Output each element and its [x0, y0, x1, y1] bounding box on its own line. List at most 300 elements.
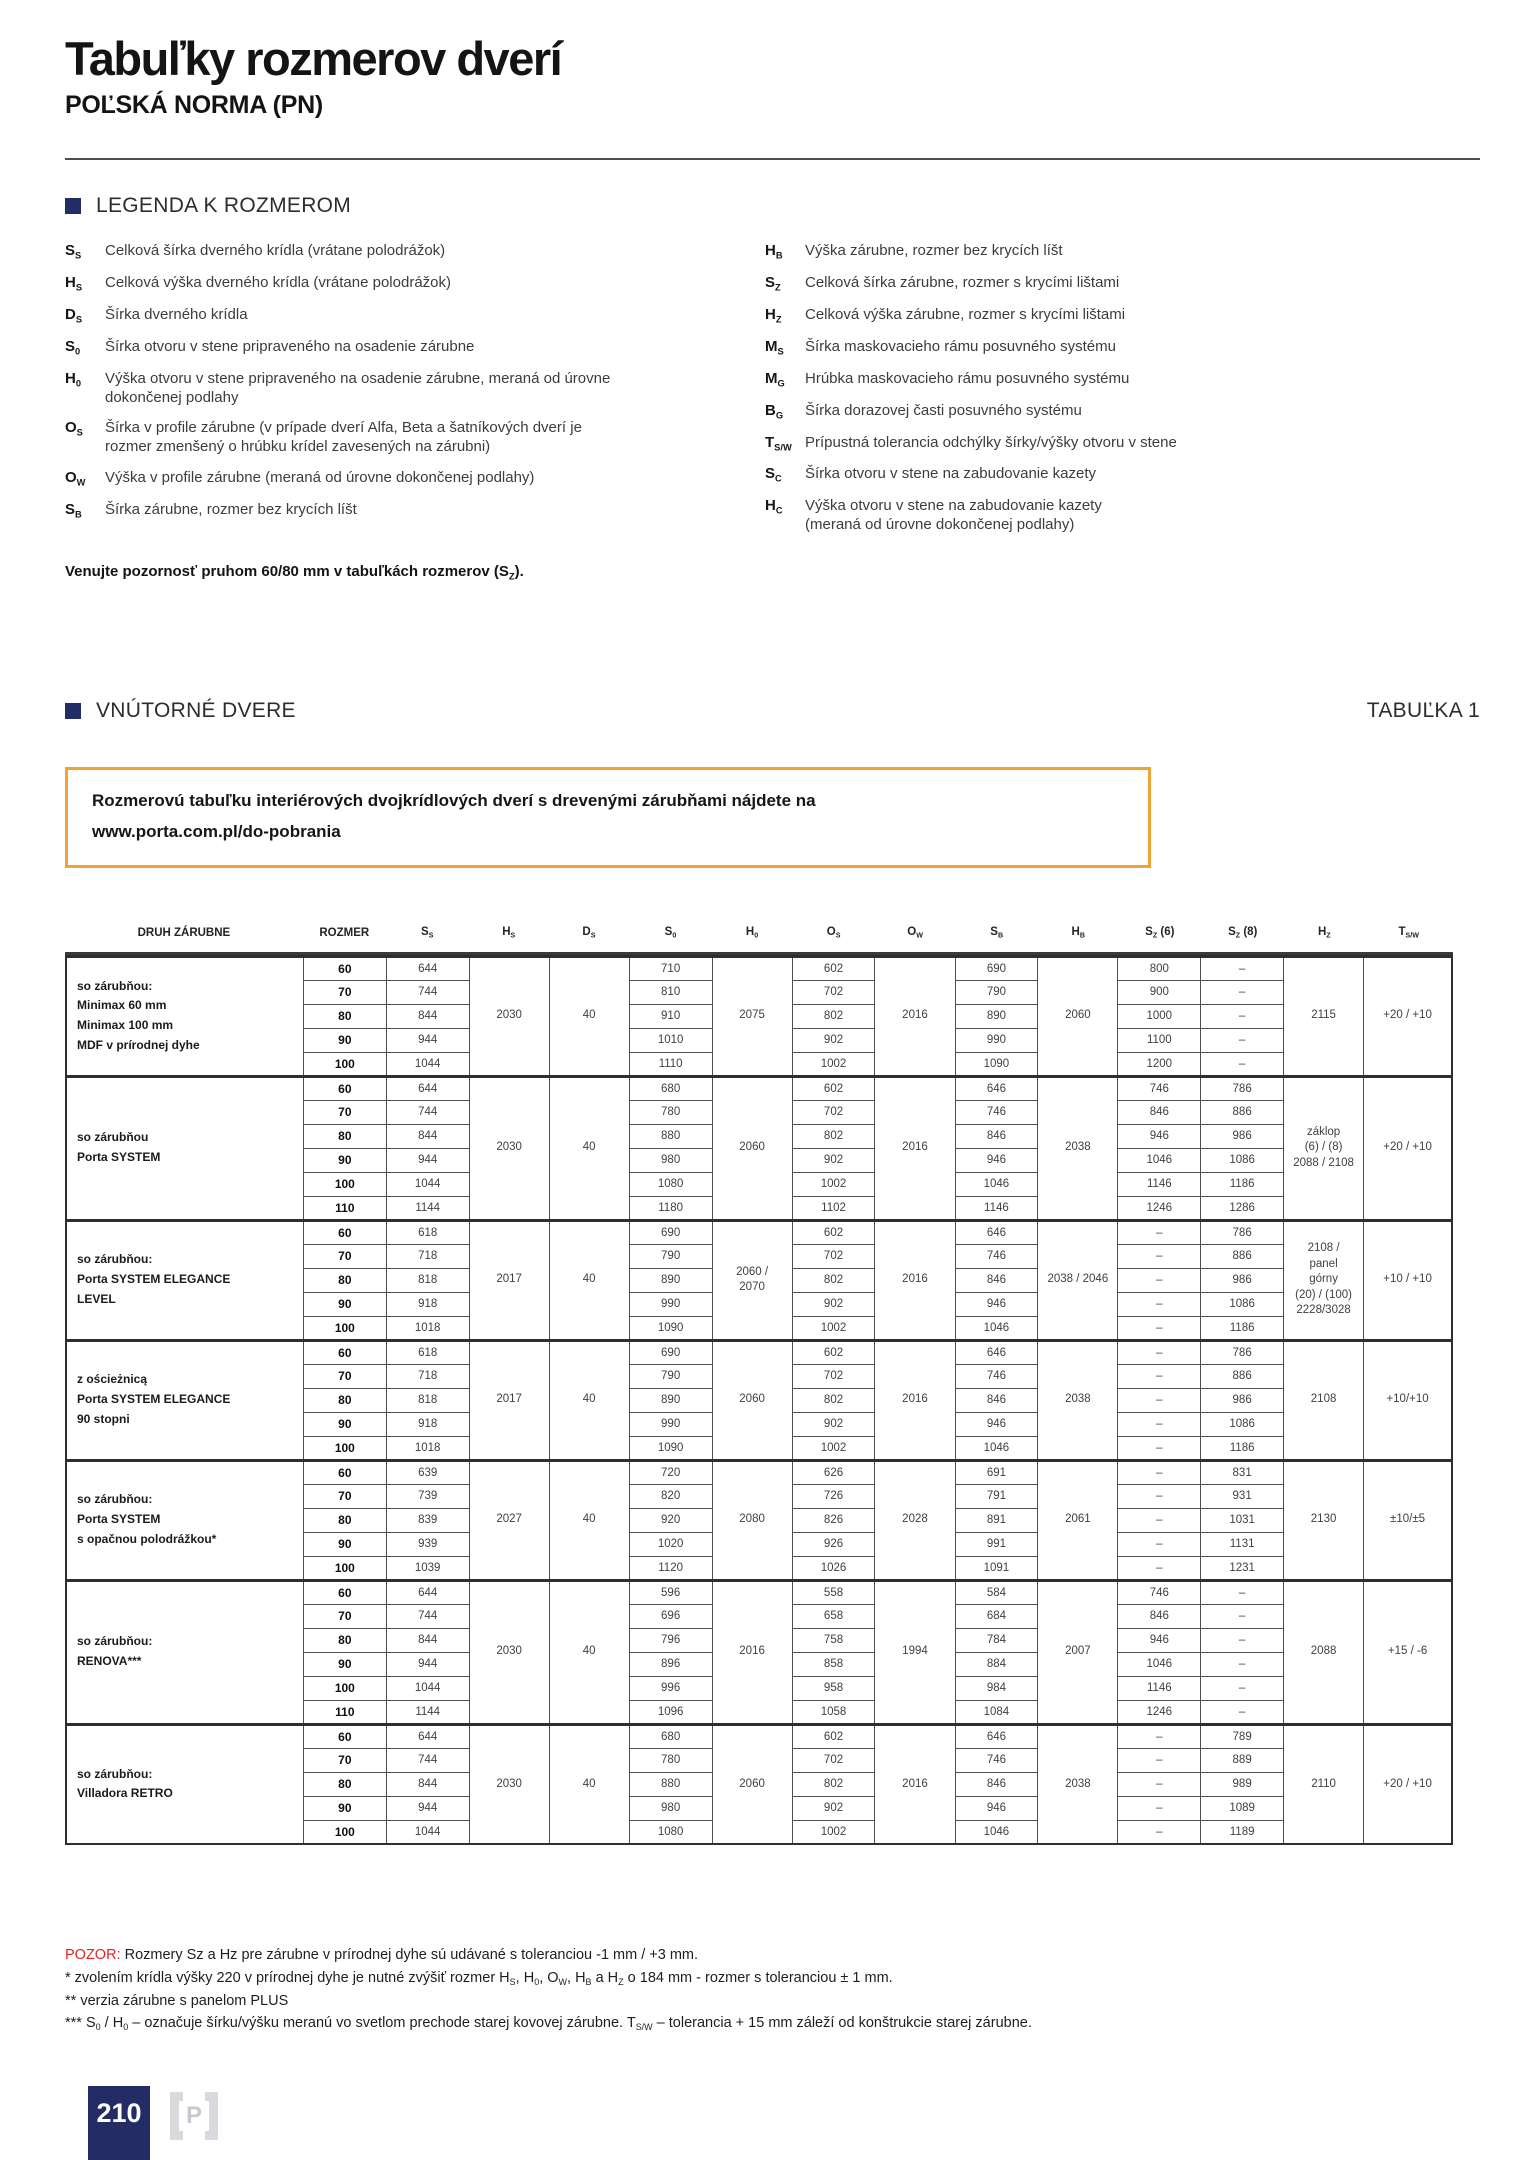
cell-ds: 40 [549, 1340, 629, 1460]
cell-sz6: 1046 [1118, 1148, 1201, 1172]
cell-ss: 944 [386, 1028, 469, 1052]
legend-item-left-5 [65, 419, 765, 457]
column-header: $H_S$ [469, 916, 549, 953]
legend-symbol: $S_C$ [765, 465, 782, 484]
cell-sz8: 1086 [1201, 1292, 1284, 1316]
cell-hb: 2038 / 2046 [1038, 1220, 1118, 1340]
cell-ss: 844 [386, 1004, 469, 1028]
frame-group-3 [66, 1340, 1452, 1460]
cell-ss: 618 [386, 1340, 469, 1364]
cell-sb: 690 [955, 956, 1038, 980]
cell-sb: 846 [955, 1388, 1038, 1412]
cell-os: 802 [792, 1124, 875, 1148]
table-row [66, 956, 1452, 980]
cell-os: 1026 [792, 1556, 875, 1580]
cell-h0: 2060 [712, 1340, 792, 1460]
section-heading [65, 699, 296, 723]
cell-sz8: – [1201, 1004, 1284, 1028]
cell-sb: 891 [955, 1508, 1038, 1532]
cell-os: 702 [792, 980, 875, 1004]
cell-sb: 746 [955, 1244, 1038, 1268]
cell-s0: 990 [629, 1412, 712, 1436]
cell-t: +15 / -6 [1364, 1580, 1452, 1724]
cell-ss: 644 [386, 1580, 469, 1604]
cell-sb: 890 [955, 1004, 1038, 1028]
cell-sz6: 846 [1118, 1100, 1201, 1124]
cell-sz6: – [1118, 1268, 1201, 1292]
cell-rozmer: 90 [303, 1028, 386, 1052]
cell-sz6: – [1118, 1556, 1201, 1580]
cell-sz8: – [1201, 1580, 1284, 1604]
legend-text: Celková šírka zárubne, rozmer s krycími lištami [805, 274, 1120, 292]
cell-sb: 784 [955, 1628, 1038, 1652]
table-header-row [65, 916, 1453, 953]
cell-s0: 796 [629, 1628, 712, 1652]
cell-sb: 791 [955, 1484, 1038, 1508]
legend-item-right-5 [765, 402, 1480, 422]
legend-item-left-7 [65, 501, 765, 521]
cell-sz6: 1000 [1118, 1004, 1201, 1028]
group-label: so zárubňou: Minimax 60 mm Minimax 100 mm MDF v prírodnej dyhe [66, 956, 303, 1076]
cell-sb: 991 [955, 1532, 1038, 1556]
cell-hb: 2038 [1038, 1724, 1118, 1844]
cell-sz8: 789 [1201, 1724, 1284, 1748]
legend-symbol: $O_S$ [65, 419, 83, 438]
legend-item-left-6 [65, 469, 765, 489]
cell-rozmer: 70 [303, 1748, 386, 1772]
cell-os: 1002 [792, 1820, 875, 1844]
legend-text: Celková výška dverného krídla (vrátane polodrážok) [105, 274, 452, 292]
legend-symbol: $S_B$ [65, 500, 82, 519]
cell-t: +10/+10 [1364, 1340, 1452, 1460]
section-heading-text: VNÚTORNÉ DVERE [96, 698, 296, 722]
cell-ss: 918 [386, 1292, 469, 1316]
cell-ss: 1018 [386, 1436, 469, 1460]
legend-text: Výška v profile zárubne (meraná od úrovne dokončenej podlahy) [105, 468, 535, 486]
legend-symbol: $D_S$ [65, 306, 83, 325]
cell-sb: 846 [955, 1268, 1038, 1292]
cell-sb: 1046 [955, 1436, 1038, 1460]
legend-symbol: $H_B$ [765, 242, 783, 261]
column-header: $H_B$ [1038, 916, 1118, 953]
group-label: so zárubňou Porta SYSTEM [66, 1076, 303, 1220]
cell-sz8: 786 [1201, 1076, 1284, 1100]
cell-s0: 710 [629, 956, 712, 980]
pozor-text: Rozmery Sz a Hz pre zárubne v prírodnej dyhe sú udávané s toleranciou -1 mm / +3 mm. [120, 1947, 699, 1964]
frame-group-4 [66, 1460, 1452, 1580]
cell-sz6: 1146 [1118, 1172, 1201, 1196]
cell-sz8: – [1201, 956, 1284, 980]
cell-sz6: 1100 [1118, 1028, 1201, 1052]
footnote-0: * zvolením krídla výšky 220 v prírodnej dyhe je nutné zvýšiť rozmer $H_S$, $H_0$, $O_W$, $H_B$ a $H_Z$ o 184 mm - rozmer s toleranciou ± 1 mm. [65, 1969, 893, 1988]
cell-rozmer: 70 [303, 980, 386, 1004]
cell-s0: 1080 [629, 1820, 712, 1844]
legend-symbol: $B_G$ [765, 401, 784, 420]
cell-sz8: – [1201, 1604, 1284, 1628]
cell-rozmer: 80 [303, 1004, 386, 1028]
footnote-1: ** verzia zárubne s panelom PLUS [65, 1992, 289, 2009]
cell-os: 902 [792, 1148, 875, 1172]
cell-os: 558 [792, 1580, 875, 1604]
cell-ow: 1994 [875, 1580, 955, 1724]
legend-text: Výška otvoru v stene pripraveného na osadenie zárubne, meraná od úrovne dokončenej podlahy [105, 369, 611, 406]
cell-rozmer: 80 [303, 1124, 386, 1148]
cell-ss: 1044 [386, 1052, 469, 1076]
cell-sz6: – [1118, 1508, 1201, 1532]
cell-sz6: – [1118, 1772, 1201, 1796]
cell-sb: 1146 [955, 1196, 1038, 1220]
cell-ds: 40 [549, 1460, 629, 1580]
cell-sz6: 1246 [1118, 1700, 1201, 1724]
legend-symbol: $H_S$ [65, 274, 83, 293]
cell-sb: 584 [955, 1580, 1038, 1604]
info-box-link[interactable]: www.porta.com.pl/do-pobrania [92, 821, 341, 841]
legend-text: Prípustná tolerancia odchýlky šírky/výšky otvoru v stene [805, 433, 1177, 451]
legend-symbol: $T_{S/W}$ [765, 433, 792, 452]
cell-sz6: 1046 [1118, 1652, 1201, 1676]
cell-s0: 996 [629, 1676, 712, 1700]
cell-sb: 984 [955, 1676, 1038, 1700]
cell-sz8: 1089 [1201, 1796, 1284, 1820]
section-bullet-icon [65, 198, 81, 214]
legend-text: Šírka zárubne, rozmer bez krycích líšt [105, 500, 357, 518]
cell-ss: 718 [386, 1244, 469, 1268]
cell-sz8: 1131 [1201, 1532, 1284, 1556]
cell-sz6: 746 [1118, 1076, 1201, 1100]
cell-os: 1002 [792, 1436, 875, 1460]
cell-sz6: – [1118, 1316, 1201, 1340]
cell-t: +20 / +10 [1364, 956, 1452, 1076]
cell-sz6: – [1118, 1364, 1201, 1388]
cell-rozmer: 90 [303, 1532, 386, 1556]
legend-columns [65, 242, 1480, 546]
cell-ss: 644 [386, 956, 469, 980]
cell-sz8: – [1201, 1700, 1284, 1724]
group-label: so zárubňou: Porta SYSTEM ELEGANCE LEVEL [66, 1220, 303, 1340]
cell-ss: 818 [386, 1388, 469, 1412]
cell-ss: 1044 [386, 1676, 469, 1700]
cell-ow: 2016 [875, 1076, 955, 1220]
cell-ss: 744 [386, 1100, 469, 1124]
cell-sb: 884 [955, 1652, 1038, 1676]
cell-sz8: 1086 [1201, 1412, 1284, 1436]
legend-col-left [65, 242, 765, 546]
cell-rozmer: 100 [303, 1556, 386, 1580]
cell-rozmer: 90 [303, 1292, 386, 1316]
table-number-label: TABUĽKA 1 [1366, 698, 1480, 722]
cell-sz6: – [1118, 1724, 1201, 1748]
cell-s0: 680 [629, 1076, 712, 1100]
pozor-note [65, 1945, 1480, 1967]
cell-s0: 1020 [629, 1532, 712, 1556]
cell-sb: 1091 [955, 1556, 1038, 1580]
cell-rozmer: 80 [303, 1268, 386, 1292]
info-box-text: Rozmerovú tabuľku interiérových dvojkrídlových dverí s drevenými zárubňami nájdete na [92, 790, 816, 810]
cell-ss: 718 [386, 1364, 469, 1388]
cell-sz8: 986 [1201, 1124, 1284, 1148]
cell-h0: 2060 [712, 1724, 792, 1844]
cell-os: 602 [792, 1076, 875, 1100]
cell-ss: 744 [386, 980, 469, 1004]
cell-sz8: 931 [1201, 1484, 1284, 1508]
cell-sz8: 786 [1201, 1220, 1284, 1244]
cell-s0: 696 [629, 1604, 712, 1628]
legend-symbol: $S_S$ [65, 242, 82, 261]
cell-sb: 946 [955, 1292, 1038, 1316]
legend-symbol: $S_0$ [65, 337, 81, 357]
legend-item-left-2 [65, 306, 765, 326]
legend-item-right-0 [765, 242, 1480, 262]
cell-hs: 2017 [469, 1340, 549, 1460]
cell-os: 1102 [792, 1196, 875, 1220]
cell-sz8: – [1201, 1628, 1284, 1652]
legend-text: Šírka maskovacieho rámu posuvného systému [805, 337, 1116, 355]
cell-os: 902 [792, 1028, 875, 1052]
cell-os: 902 [792, 1412, 875, 1436]
cell-sz6: 846 [1118, 1604, 1201, 1628]
cell-sb: 1090 [955, 1052, 1038, 1076]
cell-ss: 944 [386, 1652, 469, 1676]
cell-ss: 644 [386, 1724, 469, 1748]
cell-os: 758 [792, 1628, 875, 1652]
cell-h0: 2080 [712, 1460, 792, 1580]
legend-item-left-4 [65, 370, 765, 408]
cell-sb: 691 [955, 1460, 1038, 1484]
cell-os: 702 [792, 1244, 875, 1268]
dimensions-table [65, 955, 1453, 1846]
cell-h0: 2016 [712, 1580, 792, 1724]
cell-os: 602 [792, 1340, 875, 1364]
cell-sz8: – [1201, 1052, 1284, 1076]
cell-sz6: – [1118, 1820, 1201, 1844]
group-label: z ościeżnicą Porta SYSTEM ELEGANCE 90 stopni [66, 1340, 303, 1460]
cell-rozmer: 80 [303, 1388, 386, 1412]
cell-rozmer: 70 [303, 1604, 386, 1628]
cell-sz6: – [1118, 1748, 1201, 1772]
cell-sb: 790 [955, 980, 1038, 1004]
cell-hb: 2038 [1038, 1340, 1118, 1460]
page-footer [88, 2086, 218, 2160]
cell-os: 802 [792, 1388, 875, 1412]
cell-ow: 2028 [875, 1460, 955, 1580]
cell-sz6: – [1118, 1244, 1201, 1268]
column-header: $S_Z$ (8) [1201, 916, 1284, 953]
column-header: $D_S$ [549, 916, 629, 953]
column-header: $S_0$ [629, 916, 712, 953]
cell-sb: 990 [955, 1028, 1038, 1052]
group-label: so zárubňou: Villadora RETRO [66, 1724, 303, 1844]
cell-hb: 2038 [1038, 1076, 1118, 1220]
cell-os: 826 [792, 1508, 875, 1532]
cell-s0: 890 [629, 1388, 712, 1412]
cell-rozmer: 60 [303, 956, 386, 980]
cell-sb: 646 [955, 1076, 1038, 1100]
cell-ss: 944 [386, 1796, 469, 1820]
cell-os: 902 [792, 1292, 875, 1316]
column-header: DRUH ZÁRUBNE [65, 916, 303, 953]
cell-s0: 690 [629, 1220, 712, 1244]
cell-sb: 746 [955, 1100, 1038, 1124]
cell-sz8: 886 [1201, 1100, 1284, 1124]
cell-s0: 780 [629, 1100, 712, 1124]
cell-ss: 1044 [386, 1172, 469, 1196]
cell-hz: 2088 [1284, 1580, 1364, 1724]
cell-sb: 946 [955, 1148, 1038, 1172]
cell-sb: 646 [955, 1220, 1038, 1244]
cell-s0: 990 [629, 1292, 712, 1316]
cell-sb: 684 [955, 1604, 1038, 1628]
cell-hb: 2061 [1038, 1460, 1118, 1580]
cell-rozmer: 110 [303, 1196, 386, 1220]
cell-ss: 944 [386, 1148, 469, 1172]
table-row [66, 1340, 1452, 1364]
legend-item-right-1 [765, 274, 1480, 294]
cell-sz8: 1186 [1201, 1316, 1284, 1340]
cell-sb: 846 [955, 1772, 1038, 1796]
column-header: $O_W$ [875, 916, 955, 953]
cell-sb: 1046 [955, 1820, 1038, 1844]
cell-rozmer: 100 [303, 1172, 386, 1196]
cell-sz6: 1200 [1118, 1052, 1201, 1076]
cell-rozmer: 110 [303, 1700, 386, 1724]
legend-item-left-0 [65, 242, 765, 262]
column-header: $S_S$ [386, 916, 469, 953]
cell-ss: 1144 [386, 1700, 469, 1724]
cell-hz: záklop (6) / (8) 2088 / 2108 [1284, 1076, 1364, 1220]
dimensions-table-header [65, 916, 1453, 954]
legend-text: Šírka dorazovej časti posuvného systému [805, 401, 1082, 419]
cell-sz8: 886 [1201, 1364, 1284, 1388]
cell-ss: 639 [386, 1460, 469, 1484]
cell-ss: 644 [386, 1076, 469, 1100]
cell-s0: 890 [629, 1268, 712, 1292]
legend-item-right-6 [765, 434, 1480, 454]
column-header: $H_0$ [712, 916, 792, 953]
cell-sz8: 986 [1201, 1388, 1284, 1412]
cell-os: 658 [792, 1604, 875, 1628]
page-subtitle: POĽSKÁ NORMA (PN) [65, 91, 323, 120]
cell-s0: 880 [629, 1124, 712, 1148]
cell-ss: 839 [386, 1508, 469, 1532]
cell-os: 858 [792, 1652, 875, 1676]
cell-rozmer: 70 [303, 1364, 386, 1388]
cell-os: 802 [792, 1772, 875, 1796]
cell-sb: 646 [955, 1340, 1038, 1364]
cell-sb: 946 [955, 1412, 1038, 1436]
cell-sz6: – [1118, 1484, 1201, 1508]
cell-ss: 844 [386, 1772, 469, 1796]
porta-logo-icon: P [170, 2092, 218, 2140]
column-header: $H_Z$ [1284, 916, 1364, 953]
cell-s0: 790 [629, 1244, 712, 1268]
cell-rozmer: 60 [303, 1724, 386, 1748]
cell-sz8: 1031 [1201, 1508, 1284, 1532]
legend-item-left-1 [65, 274, 765, 294]
cell-sz8: 986 [1201, 1268, 1284, 1292]
cell-sz6: – [1118, 1220, 1201, 1244]
cell-rozmer: 80 [303, 1628, 386, 1652]
column-header: ROZMER [303, 916, 386, 953]
cell-sz8: 1189 [1201, 1820, 1284, 1844]
cell-sz6: – [1118, 1340, 1201, 1364]
legend-symbol: $M_S$ [765, 337, 784, 357]
cell-os: 726 [792, 1484, 875, 1508]
cell-ss: 1018 [386, 1316, 469, 1340]
cell-hz: 2115 [1284, 956, 1364, 1076]
cell-rozmer: 90 [303, 1652, 386, 1676]
cell-s0: 1010 [629, 1028, 712, 1052]
cell-s0: 1110 [629, 1052, 712, 1076]
cell-rozmer: 60 [303, 1340, 386, 1364]
legend-heading [65, 194, 1480, 218]
legend-symbol: $S_Z$ [765, 274, 781, 293]
legend-symbol: $M_G$ [765, 369, 785, 389]
legend-item-left-3 [65, 338, 765, 358]
legend-text: Výška otvoru v stene na zabudovanie kazety (meraná od úrovne dokončenej podlahy) [805, 497, 1102, 533]
column-header: $T_{S/W}$ [1364, 916, 1453, 953]
cell-ds: 40 [549, 1580, 629, 1724]
legend-symbol: $H_0$ [65, 369, 82, 389]
cell-hs: 2030 [469, 1580, 549, 1724]
cell-s0: 880 [629, 1772, 712, 1796]
cell-ss: 844 [386, 1124, 469, 1148]
cell-ss: 1144 [386, 1196, 469, 1220]
legend-symbol: $O_W$ [65, 468, 86, 488]
footnotes-list [65, 1968, 1480, 2035]
legend-text: Celková výška zárubne, rozmer s krycími lištami [805, 306, 1126, 324]
cell-sz6: – [1118, 1412, 1201, 1436]
frame-group-0 [66, 956, 1452, 1076]
cell-s0: 596 [629, 1580, 712, 1604]
legend-symbol: $H_Z$ [765, 306, 782, 325]
cell-s0: 780 [629, 1748, 712, 1772]
legend-section [65, 194, 1480, 581]
cell-sz8: – [1201, 1028, 1284, 1052]
legend-col-right [765, 242, 1480, 546]
cell-ss: 918 [386, 1412, 469, 1436]
cell-h0: 2060 [712, 1076, 792, 1220]
cell-s0: 790 [629, 1364, 712, 1388]
cell-sb: 846 [955, 1124, 1038, 1148]
cell-sz8: – [1201, 980, 1284, 1004]
table-row [66, 1724, 1452, 1748]
cell-sb: 946 [955, 1796, 1038, 1820]
cell-os: 958 [792, 1676, 875, 1700]
table-row [66, 1220, 1452, 1244]
legend-item-right-3 [765, 338, 1480, 358]
cell-sb: 646 [955, 1724, 1038, 1748]
cell-sz6: – [1118, 1532, 1201, 1556]
cell-os: 702 [792, 1748, 875, 1772]
legend-item-right-8 [765, 497, 1480, 535]
footnote-2: *** $S_0 / H_0$ – označuje šírku/výšku meranú vo svetlom prechode starej kovovej zárubne. $T_{S/W}$ – tolerancia + 15 mm záleží od konštrukcie starej zárubne. [65, 2015, 1032, 2033]
cell-s0: 820 [629, 1484, 712, 1508]
cell-hz: 2110 [1284, 1724, 1364, 1844]
frame-group-5 [66, 1580, 1452, 1724]
cell-ss: 1044 [386, 1820, 469, 1844]
cell-rozmer: 70 [303, 1100, 386, 1124]
cell-rozmer: 80 [303, 1772, 386, 1796]
cell-h0: 2075 [712, 956, 792, 1076]
cell-sz6: 946 [1118, 1124, 1201, 1148]
group-label: so zárubňou: RENOVA*** [66, 1580, 303, 1724]
cell-h0: 2060 / 2070 [712, 1220, 792, 1340]
cell-rozmer: 60 [303, 1076, 386, 1100]
cell-os: 702 [792, 1100, 875, 1124]
cell-ss: 744 [386, 1604, 469, 1628]
cell-ss: 1039 [386, 1556, 469, 1580]
cell-os: 702 [792, 1364, 875, 1388]
